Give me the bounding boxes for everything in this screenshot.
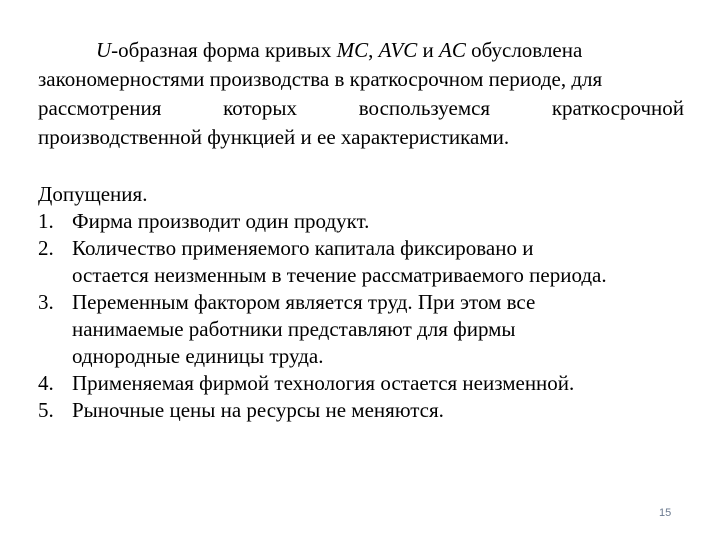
symbol-mc: MC <box>336 38 369 62</box>
intro-line-3 <box>38 94 684 123</box>
item-line: остается неизменным в течение рассматриваемого периода. <box>72 263 607 287</box>
item-line: нанимаемые работники представляют для фирмы <box>72 317 516 341</box>
list-item <box>38 235 698 289</box>
intro-word: которых <box>223 96 298 120</box>
item-line: Рыночные цены на ресурсы не меняются. <box>72 398 444 422</box>
symbol-avc: AVC <box>378 38 418 62</box>
item-line: Применяемая фирмой технология остается неизменной. <box>72 371 575 395</box>
intro-text: , <box>368 38 379 62</box>
intro-word: краткосрочной <box>551 96 684 120</box>
list-item <box>38 370 698 397</box>
item-line: однородные единицы труда. <box>72 344 324 368</box>
intro-line-4: производственной функцией и ее характеристиками. <box>38 125 510 149</box>
intro-line-1 <box>38 36 684 65</box>
item-number: 1. <box>38 209 54 233</box>
intro-text: и <box>417 38 440 62</box>
intro-text: -образная форма кривых <box>111 38 337 62</box>
item-number: 4. <box>38 371 54 395</box>
item-line: Фирма производит один продукт. <box>72 209 370 233</box>
page-number: 15 <box>659 507 672 519</box>
assumptions-heading: Допущения. <box>38 182 148 206</box>
symbol-u: U <box>96 38 112 62</box>
item-number: 2. <box>38 236 54 260</box>
list-item <box>38 397 698 424</box>
intro-word: воспользуемся <box>358 96 491 120</box>
intro-line-2: закономерностями производства в краткосрочном периоде, для <box>38 67 603 91</box>
item-line: Переменным фактором является труд. При этом все <box>72 290 536 314</box>
symbol-ac: AC <box>439 38 466 62</box>
intro-word: рассмотрения <box>38 96 162 120</box>
assumptions-list <box>38 181 698 424</box>
item-line: Количество применяемого капитала фиксировано и <box>72 236 534 260</box>
intro-text: обусловлена <box>465 38 583 62</box>
item-number: 5. <box>38 398 54 422</box>
item-number: 3. <box>38 290 54 314</box>
list-item <box>38 208 698 235</box>
list-item <box>38 289 698 370</box>
intro-paragraph <box>38 36 684 152</box>
